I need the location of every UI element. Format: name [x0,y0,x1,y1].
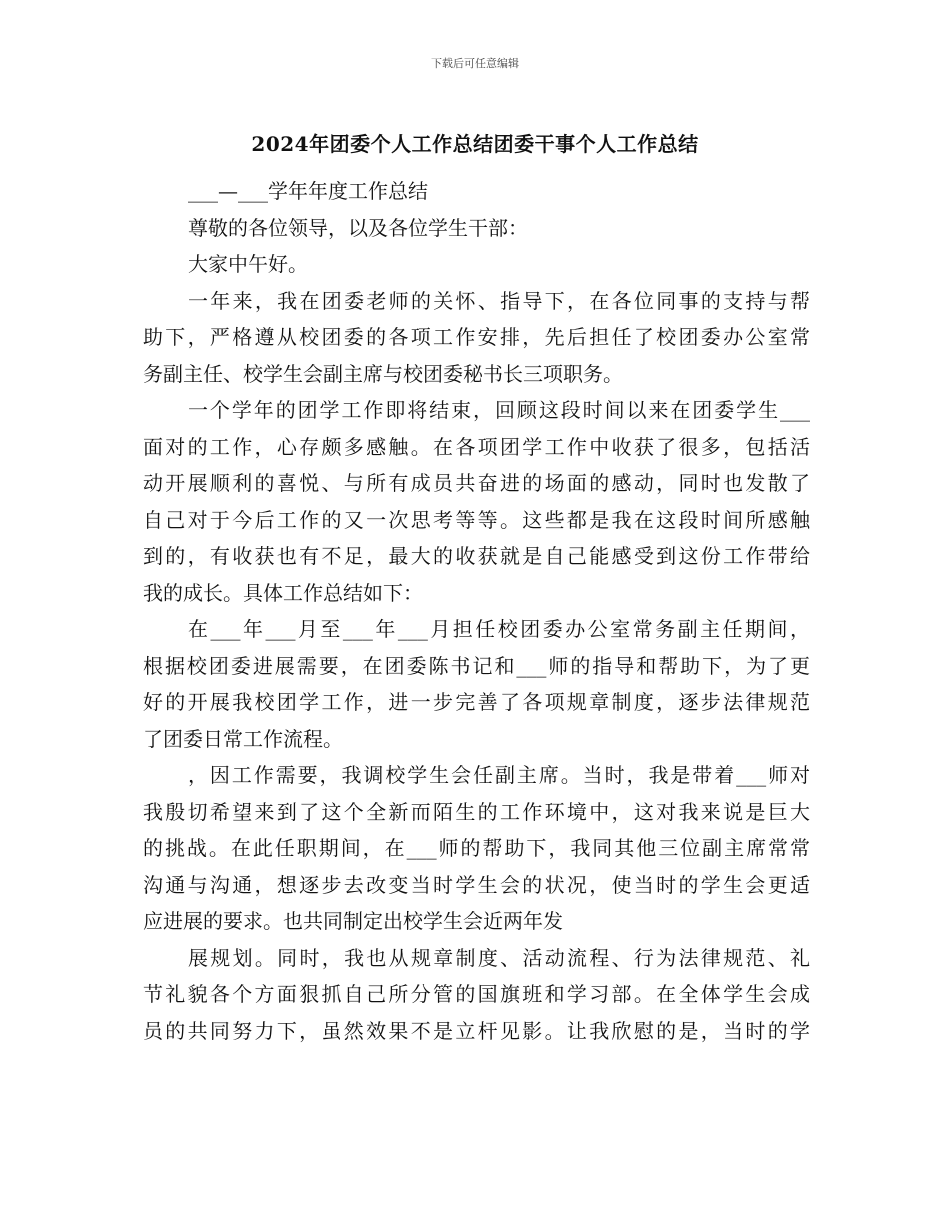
text-line: 自己对于今后工作的又一次思考等等。这些都是我在这段时间所感触 [143,507,810,532]
text-line: 大家中午好。 [188,252,308,276]
text-line: 我殷切希望来到了这个全新而陌生的工作环境中，这对我来说是巨大 [143,799,810,824]
text-line: 一年来，我在团委老师的关怀、指导下，在各位同事的支持与帮 [188,288,810,313]
text-line: 好的开展我校团学工作，进一步完善了各项规章制度，逐步法律规范 [143,690,810,714]
text-line: 务副主任、校学生会副主席与校团委秘书长三项职务。 [143,361,623,386]
text-line: ，因工作需要，我调校学生会任副主席。当时，我是带着___师对 [188,763,810,787]
text-line: 应进展的要求。也共同制定出校学生会近两年发 [143,909,563,933]
text-line: 的挑战。在此任职期间，在___师的帮助下，我同其他三位副主席常常 [143,836,810,860]
text-line: 尊敬的各位领导，以及各位学生干部： [188,215,528,240]
text-line: 一个学年的团学工作即将结束，回顾这段时间以来在团委学生___ [188,398,810,422]
text-line: 根据校团委进展需要，在团委陈书记和___师的指导和帮助下，为了更 [143,653,810,678]
header-note: 下载后可任意编辑 [431,57,519,70]
text-line: 了团委日常工作流程。 [143,726,343,751]
text-line: 员的共同努力下，虽然效果不是立杆见影。让我欣慰的是，当时的学 [143,1018,810,1043]
text-line: 沟通与沟通，想逐步去改变当时学生会的状况，使当时的学生会更适 [143,872,810,897]
text-line: ___—___学年年度工作总结 [188,179,428,203]
document-body [143,173,810,1049]
text-line: 在___年___月至___年___月担任校团委办公室常务副主任期间， [188,617,810,641]
text-line: 我的成长。具体工作总结如下： [143,580,423,605]
text-line: 展规划。同时，我也从规章制度、活动流程、行为法律规范、礼 [188,945,810,970]
text-line: 到的，有收获也有不足，最大的收获就是自己能感受到这份工作带给 [143,544,810,568]
text-line: 节礼貌各个方面狠抓自己所分管的国旗班和学习部。在全体学生会成 [143,982,810,1006]
text-line: 动开展顺利的喜悦、与所有成员共奋进的场面的感动，同时也发散了 [143,471,810,495]
document-title: 2024年团委个人工作总结团委干事个人工作总结 [251,132,699,156]
text-line: 助下，严格遵从校团委的各项工作安排，先后担任了校团委办公室常 [143,325,810,349]
text-line: 面对的工作，心存颇多感触。在各项团学工作中收获了很多，包括活 [143,434,810,459]
